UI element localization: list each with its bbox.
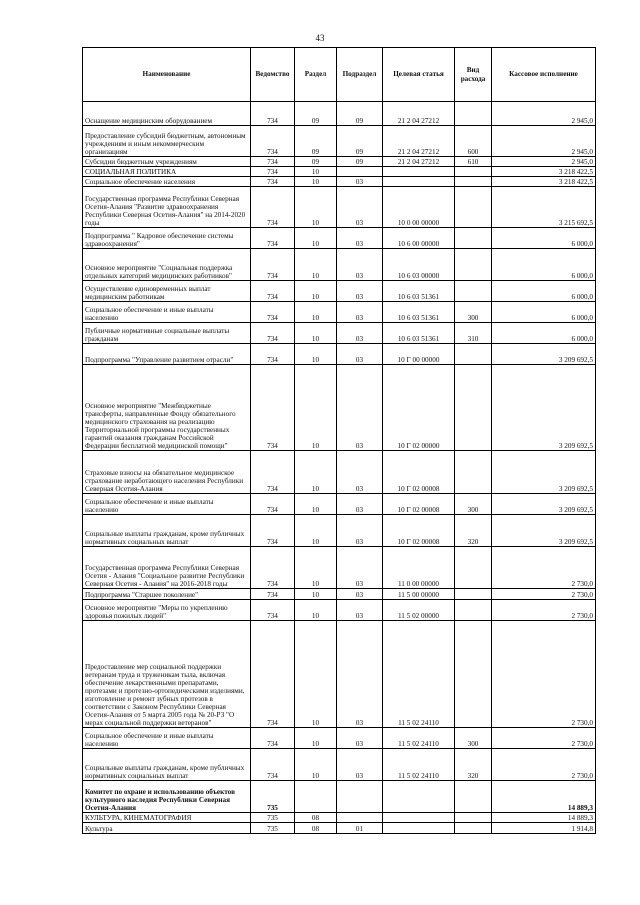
row-podrazdel: 03 — [337, 187, 383, 228]
row-razdel: 08 — [295, 823, 337, 834]
row-name: Социальное обеспечение и иные выплаты населению — [83, 302, 251, 323]
row-name: Основное мероприятие "Меры по укреплению здоровья пожилых людей" — [83, 600, 251, 621]
row-cash-execution: 3 215 692,5 — [492, 187, 596, 228]
row-cash-execution: 3 209 692,5 — [492, 344, 596, 365]
table-row — [83, 302, 596, 323]
row-name: Публичные нормативные социальные выплаты гражданам — [83, 323, 251, 344]
row-name: Культура — [83, 823, 251, 834]
row-target-article — [383, 167, 455, 177]
row-razdel: 10 — [295, 228, 337, 249]
row-cash-execution: 2 730,0 — [492, 600, 596, 621]
row-cash-execution: 1 914,8 — [492, 823, 596, 834]
row-target-article: 21 2 04 27212 — [383, 126, 455, 157]
row-vedomstvo: 735 — [251, 813, 295, 823]
row-target-article: 10 6 03 51361 — [383, 302, 455, 323]
row-podrazdel: 03 — [337, 302, 383, 323]
row-name: Подпрограмма "Старшее поколение" — [83, 589, 251, 600]
row-razdel: 10 — [295, 302, 337, 323]
table-header-row — [83, 48, 596, 102]
row-podrazdel — [337, 167, 383, 177]
row-target-article: 10 6 03 51361 — [383, 281, 455, 302]
row-vedomstvo: 734 — [251, 515, 295, 547]
row-cash-execution: 3 209 692,5 — [492, 365, 596, 451]
row-vedomstvo: 734 — [251, 167, 295, 177]
row-cash-execution: 6 000,0 — [492, 302, 596, 323]
table-row — [83, 323, 596, 344]
header-vedomstvo: Ведомство — [251, 48, 295, 102]
row-expense-type — [455, 177, 492, 187]
table-row — [83, 823, 596, 834]
row-expense-type — [455, 344, 492, 365]
row-cash-execution: 6 000,0 — [492, 249, 596, 281]
row-podrazdel: 03 — [337, 365, 383, 451]
row-podrazdel: 03 — [337, 344, 383, 365]
row-vedomstvo: 734 — [251, 589, 295, 600]
row-expense-type: 300 — [455, 494, 492, 515]
row-podrazdel — [337, 781, 383, 813]
row-podrazdel: 09 — [337, 102, 383, 126]
header-podrazdel: Подраздел — [337, 48, 383, 102]
row-target-article: 10 Г 00 00000 — [383, 344, 455, 365]
row-target-article: 11 5 02 24110 — [383, 749, 455, 781]
row-expense-type — [455, 589, 492, 600]
row-vedomstvo: 734 — [251, 177, 295, 187]
row-expense-type — [455, 102, 492, 126]
row-cash-execution: 14 889,3 — [492, 781, 596, 813]
row-name: Предоставление мер социальной поддержки ветеранам труда и труженикам тыла, включая обеспечение лекарственными препаратами, протезами и протезно-ортопедическими изделиями, изготовление и ремонт зубных протезов в соответствии с Законом Республики Северная Осетия-Алания от 5 марта 2005 года № 20-РЗ "О мерах социальной поддержки ветеранов" — [83, 621, 251, 728]
row-razdel: 10 — [295, 494, 337, 515]
row-target-article: 11 5 02 24110 — [383, 728, 455, 749]
row-razdel: 10 — [295, 515, 337, 547]
row-vedomstvo: 734 — [251, 281, 295, 302]
row-podrazdel: 03 — [337, 281, 383, 302]
row-expense-type — [455, 600, 492, 621]
row-vedomstvo: 734 — [251, 365, 295, 451]
row-target-article: 11 5 00 00000 — [383, 589, 455, 600]
row-name: Подпрограмма " Кадровое обеспечение системы здравоохранения" — [83, 228, 251, 249]
table-row — [83, 813, 596, 823]
row-cash-execution: 2 730,0 — [492, 589, 596, 600]
header-expense-type: Вид расхода — [455, 48, 492, 102]
row-vedomstvo: 734 — [251, 749, 295, 781]
row-vedomstvo: 734 — [251, 187, 295, 228]
row-razdel: 10 — [295, 600, 337, 621]
row-expense-type: 600 — [455, 126, 492, 157]
row-name: Государственная программа Республики Северная Осетия-Алания "Развитие здравоохранения Республики Северная Осетия-Алания" на 2014-2020 годы — [83, 187, 251, 228]
row-target-article: 10 6 03 00000 — [383, 249, 455, 281]
row-name: Комитет по охране и использованию объектов культурного наследия Республики Северная Осетия-Алания — [83, 781, 251, 813]
row-vedomstvo: 734 — [251, 302, 295, 323]
row-cash-execution: 2 730,0 — [492, 749, 596, 781]
row-razdel: 09 — [295, 157, 337, 167]
row-vedomstvo: 734 — [251, 547, 295, 589]
row-expense-type: 320 — [455, 515, 492, 547]
row-target-article: 11 5 02 24110 — [383, 621, 455, 728]
row-expense-type — [455, 365, 492, 451]
row-cash-execution: 2 945,0 — [492, 102, 596, 126]
row-podrazdel: 03 — [337, 749, 383, 781]
row-vedomstvo: 734 — [251, 228, 295, 249]
row-expense-type: 300 — [455, 302, 492, 323]
header-target-article: Целевая статья — [383, 48, 455, 102]
row-podrazdel: 03 — [337, 728, 383, 749]
table-row — [83, 344, 596, 365]
row-razdel: 10 — [295, 249, 337, 281]
row-name: Предоставление субсидий бюджетным, автономным учреждениям и иным некоммерческим организациям — [83, 126, 251, 157]
row-vedomstvo: 734 — [251, 344, 295, 365]
row-podrazdel: 09 — [337, 157, 383, 167]
row-expense-type: 320 — [455, 749, 492, 781]
table-row — [83, 102, 596, 126]
row-cash-execution: 6 000,0 — [492, 281, 596, 302]
row-name: Социальное обеспечение и иные выплаты населению — [83, 728, 251, 749]
row-razdel: 09 — [295, 126, 337, 157]
table-row — [83, 451, 596, 494]
table-row — [83, 781, 596, 813]
row-cash-execution: 3 218 422,5 — [492, 167, 596, 177]
row-expense-type — [455, 451, 492, 494]
row-razdel: 10 — [295, 749, 337, 781]
table-row — [83, 600, 596, 621]
table-row — [83, 187, 596, 228]
row-razdel: 10 — [295, 547, 337, 589]
row-cash-execution: 3 209 692,5 — [492, 515, 596, 547]
row-target-article — [383, 177, 455, 187]
row-vedomstvo: 734 — [251, 126, 295, 157]
row-podrazdel: 03 — [337, 589, 383, 600]
row-name: Социальные выплаты гражданам, кроме публичных нормативных социальных выплат — [83, 515, 251, 547]
row-target-article: 10 Г 02 00008 — [383, 515, 455, 547]
row-expense-type — [455, 167, 492, 177]
row-expense-type: 310 — [455, 323, 492, 344]
row-podrazdel: 03 — [337, 494, 383, 515]
row-expense-type — [455, 228, 492, 249]
row-name: Социальное обеспечение населения — [83, 177, 251, 187]
row-cash-execution: 14 889,3 — [492, 813, 596, 823]
row-target-article: 10 0 00 00000 — [383, 187, 455, 228]
row-expense-type: 300 — [455, 728, 492, 749]
row-razdel: 10 — [295, 167, 337, 177]
row-razdel: 10 — [295, 281, 337, 302]
row-vedomstvo: 735 — [251, 781, 295, 813]
row-name: Основное мероприятие "Социальная поддержка отдельных категорий медицинских работников" — [83, 249, 251, 281]
row-expense-type: 610 — [455, 157, 492, 167]
row-name: Государственная программа Республики Северная Осетия - Алания "Социальное развитие Республики Северная Осетия - Алания" на 2016-2018 годы — [83, 547, 251, 589]
row-expense-type — [455, 823, 492, 834]
row-razdel: 10 — [295, 177, 337, 187]
row-vedomstvo: 734 — [251, 621, 295, 728]
row-podrazdel: 09 — [337, 126, 383, 157]
row-target-article: 11 5 02 00000 — [383, 600, 455, 621]
row-target-article: 10 Г 02 00008 — [383, 451, 455, 494]
table-row — [83, 547, 596, 589]
row-podrazdel: 03 — [337, 600, 383, 621]
row-razdel: 10 — [295, 365, 337, 451]
row-vedomstvo: 735 — [251, 823, 295, 834]
row-razdel — [295, 781, 337, 813]
row-vedomstvo: 734 — [251, 249, 295, 281]
row-vedomstvo: 734 — [251, 600, 295, 621]
row-podrazdel: 03 — [337, 547, 383, 589]
row-target-article: 11 0 00 00000 — [383, 547, 455, 589]
table-row — [83, 281, 596, 302]
row-vedomstvo: 734 — [251, 102, 295, 126]
row-cash-execution: 3 209 692,5 — [492, 451, 596, 494]
row-razdel: 10 — [295, 344, 337, 365]
table-row — [83, 177, 596, 187]
row-vedomstvo: 734 — [251, 323, 295, 344]
row-name: Оснащение медицинским оборудованием — [83, 102, 251, 126]
row-expense-type — [455, 187, 492, 228]
row-target-article: 21 2 04 27212 — [383, 157, 455, 167]
row-target-article — [383, 781, 455, 813]
row-expense-type — [455, 547, 492, 589]
table-row — [83, 167, 596, 177]
row-razdel: 10 — [295, 323, 337, 344]
row-name: Основное мероприятие "Межбюджетные трансферты, направленные Фонду обязательного медицинского страхования на реализацию Территориальной программы государственных гарантий оказания гражданам Российской Федерации бесплатной медицинской помощи" — [83, 365, 251, 451]
row-podrazdel: 01 — [337, 823, 383, 834]
row-vedomstvo: 734 — [251, 157, 295, 167]
row-podrazdel: 03 — [337, 621, 383, 728]
row-name: Страховые взносы на обязательное медицинское страхование неработающего населения Республики Северная Осетия-Алания — [83, 451, 251, 494]
row-razdel: 08 — [295, 813, 337, 823]
row-cash-execution: 3 209 692,5 — [492, 494, 596, 515]
row-podrazdel: 03 — [337, 228, 383, 249]
row-name: Социальное обеспечение и иные выплаты населению — [83, 494, 251, 515]
table-row — [83, 494, 596, 515]
row-name: СОЦИАЛЬНАЯ ПОЛИТИКА — [83, 167, 251, 177]
header-name: Наименование — [83, 48, 251, 102]
header-cash-execution: Кассовое исполнение — [492, 48, 596, 102]
row-target-article: 10 Г 02 00008 — [383, 494, 455, 515]
row-razdel: 10 — [295, 621, 337, 728]
row-cash-execution: 2 945,0 — [492, 126, 596, 157]
row-razdel: 10 — [295, 451, 337, 494]
table-row — [83, 126, 596, 157]
row-target-article — [383, 813, 455, 823]
row-razdel: 10 — [295, 728, 337, 749]
row-cash-execution: 6 000,0 — [492, 323, 596, 344]
header-razdel: Раздел — [295, 48, 337, 102]
table-row — [83, 249, 596, 281]
row-cash-execution: 2 730,0 — [492, 728, 596, 749]
row-cash-execution: 2 945,0 — [492, 157, 596, 167]
row-podrazdel: 03 — [337, 515, 383, 547]
page-number: 43 — [315, 33, 325, 43]
row-cash-execution: 2 730,0 — [492, 621, 596, 728]
row-target-article: 10 6 00 00000 — [383, 228, 455, 249]
row-cash-execution: 6 000,0 — [492, 228, 596, 249]
row-razdel: 10 — [295, 187, 337, 228]
row-podrazdel: 03 — [337, 177, 383, 187]
table-row — [83, 365, 596, 451]
row-vedomstvo: 734 — [251, 728, 295, 749]
row-cash-execution: 2 730,0 — [492, 547, 596, 589]
row-expense-type — [455, 281, 492, 302]
row-target-article — [383, 823, 455, 834]
row-podrazdel: 03 — [337, 451, 383, 494]
table-row — [83, 728, 596, 749]
row-name: Подпрограмма "Управление развитием отрасли" — [83, 344, 251, 365]
table-row — [83, 749, 596, 781]
table-row — [83, 515, 596, 547]
table-row — [83, 228, 596, 249]
row-target-article: 10 6 03 51361 — [383, 323, 455, 344]
row-name: Осуществление единовременных выплат медицинским работникам — [83, 281, 251, 302]
table-row — [83, 589, 596, 600]
row-name: КУЛЬТУРА, КИНЕМАТОГРАФИЯ — [83, 813, 251, 823]
row-name: Субсидии бюджетным учреждениям — [83, 157, 251, 167]
row-podrazdel — [337, 813, 383, 823]
row-podrazdel: 03 — [337, 249, 383, 281]
row-expense-type — [455, 813, 492, 823]
row-razdel: 09 — [295, 102, 337, 126]
row-podrazdel: 03 — [337, 323, 383, 344]
budget-table — [82, 47, 596, 834]
row-expense-type — [455, 781, 492, 813]
row-razdel: 10 — [295, 589, 337, 600]
row-expense-type — [455, 621, 492, 728]
row-cash-execution: 3 218 422,5 — [492, 177, 596, 187]
row-vedomstvo: 734 — [251, 451, 295, 494]
row-name: Социальные выплаты гражданам, кроме публичных нормативных социальных выплат — [83, 749, 251, 781]
row-target-article: 10 Г 02 00000 — [383, 365, 455, 451]
row-vedomstvo: 734 — [251, 494, 295, 515]
row-expense-type — [455, 249, 492, 281]
table-row — [83, 157, 596, 167]
table-row — [83, 621, 596, 728]
row-target-article: 21 2 04 27212 — [383, 102, 455, 126]
